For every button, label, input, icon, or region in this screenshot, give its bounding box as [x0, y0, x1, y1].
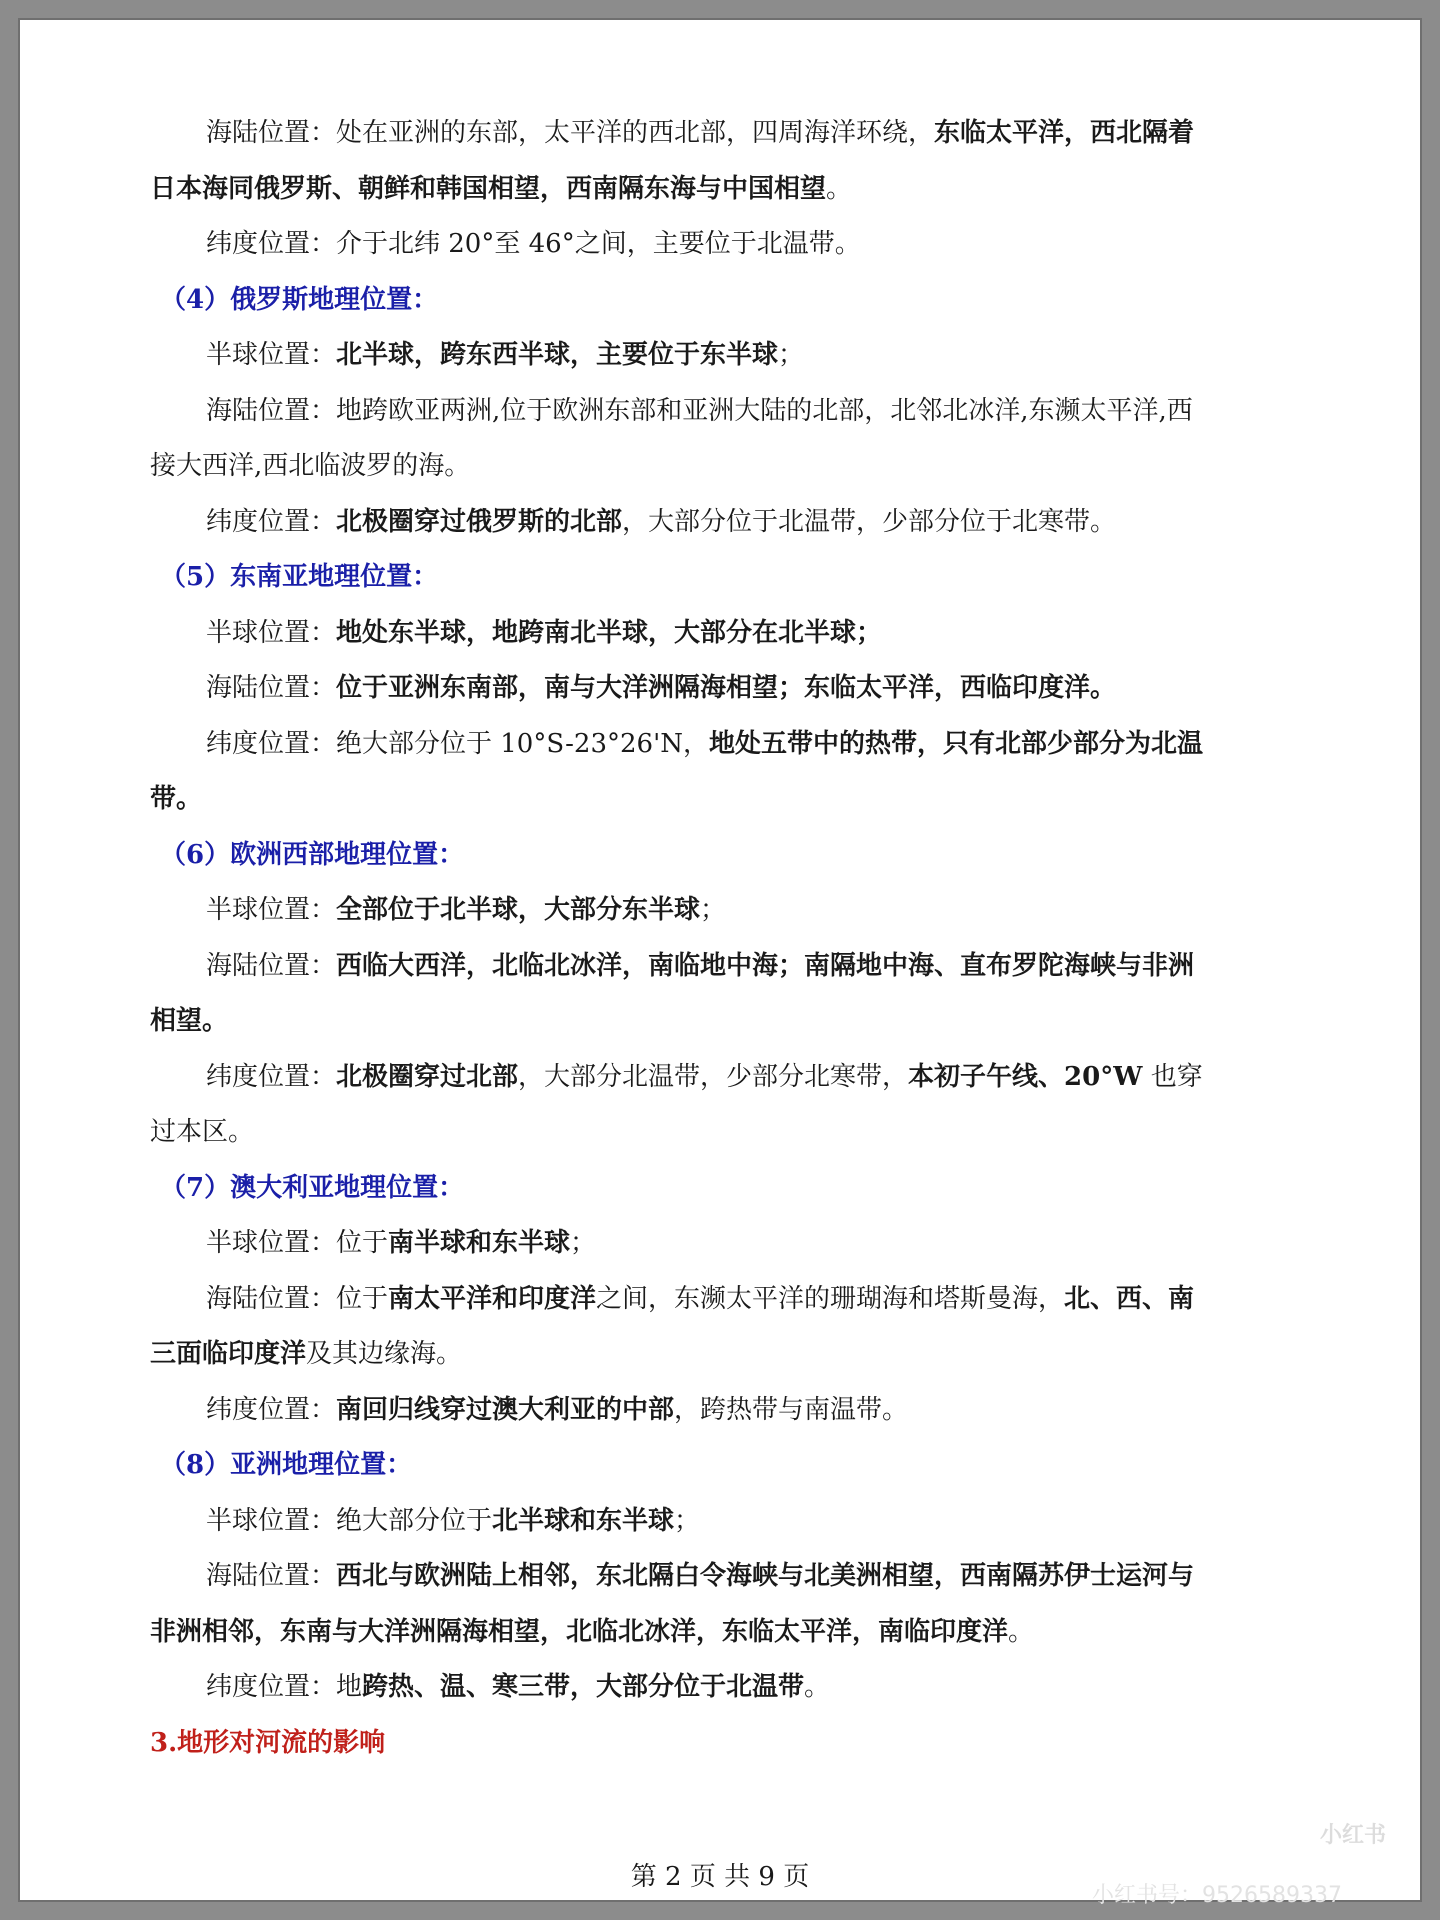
- bold-text: 位于亚洲东南部，南与大洋洲隔海相望；东临太平洋，西临印度洋。: [336, 673, 1117, 703]
- text-run: 纬度位置：: [206, 506, 337, 537]
- text-run: ，大部分位于北温带，少部分位于北寒带。: [622, 506, 1117, 537]
- section-heading: [150, 1438, 1310, 1494]
- paragraph-line: [150, 1660, 1310, 1716]
- text-run: 及其边缘海。: [306, 1339, 463, 1369]
- bold-text: 西北与欧洲陆上相邻，东北隔白令海峡与北美洲相望，西南隔苏伊士运河与: [336, 1561, 1195, 1591]
- bold-text: 地处东半球，地跨南北半球，大部分在北半球；: [336, 617, 883, 648]
- paragraph-line: [150, 384, 1310, 440]
- bold-text: 地处五带中的热带，只有北部少部分为北温: [708, 728, 1203, 759]
- chapter-heading: [150, 1716, 1310, 1772]
- text-run: （5）东南亚地理位置：: [160, 562, 439, 592]
- paragraph-line: [150, 217, 1310, 273]
- text-run: 纬度位置：地: [206, 1672, 363, 1702]
- text-run: 接大西洋,西北临波罗的海。: [150, 451, 471, 481]
- text-run: 海陆位置：: [206, 1561, 337, 1591]
- text-run: ；: [570, 1228, 597, 1258]
- bold-text: 三面临印度洋: [150, 1339, 307, 1369]
- bold-text: 日本海同俄罗斯、朝鲜和韩国相望，西南隔东海与中国相望: [150, 173, 827, 204]
- text-run: 海陆位置：地跨欧亚两洲,位于欧洲东部和亚洲大陆的北部，北邻北冰洋,东濒太平洋,西: [206, 395, 1193, 426]
- text-run: 半球位置：绝大部分位于: [206, 1505, 493, 1536]
- paragraph-line: [150, 495, 1310, 551]
- text-run: 过本区。: [150, 1117, 255, 1147]
- section-heading: [150, 1161, 1310, 1217]
- bold-text: 北半球和东半球: [492, 1505, 675, 1536]
- text-run: ；: [674, 1505, 701, 1536]
- text-run: 纬度位置：: [206, 1394, 337, 1425]
- text-run: 也穿: [1142, 1061, 1203, 1092]
- section-heading: [150, 273, 1310, 329]
- paragraph-line: [150, 328, 1310, 384]
- paragraph-line: [150, 1216, 1310, 1272]
- watermark-text: 小红书号：9526589337: [1092, 1883, 1342, 1908]
- bold-text: 北半球，跨东西半球，主要位于东半球: [336, 340, 779, 370]
- paragraph-line: [150, 772, 1310, 828]
- paragraph-line: [150, 939, 1310, 995]
- text-run: ；: [700, 895, 727, 925]
- watermark-logo: 小红书: [1320, 1823, 1387, 1848]
- bold-text: 南太平洋和印度洋: [388, 1283, 597, 1314]
- text-run: 半球位置：: [206, 895, 337, 925]
- text-run: 。: [826, 173, 853, 204]
- paragraph-line: [150, 106, 1310, 162]
- paragraph-line: [150, 439, 1310, 495]
- text-run: （6）欧洲西部地理位置：: [160, 839, 465, 870]
- paragraph-line: [150, 1605, 1310, 1661]
- paragraph-line: [150, 1105, 1310, 1161]
- text-run: 纬度位置：介于北纬 20°至 46°之间，主要位于北温带。: [206, 229, 861, 259]
- paragraph-line: [150, 162, 1310, 218]
- bold-text: 非洲相邻，东南与大洋洲隔海相望，北临北冰洋，东临太平洋，南临印度洋: [150, 1616, 1009, 1647]
- section-heading: [150, 828, 1310, 884]
- text-run: （8）亚洲地理位置：: [160, 1450, 413, 1480]
- text-run: 。: [804, 1672, 831, 1702]
- text-run: ，大部分北温带，少部分北寒带，: [518, 1061, 909, 1092]
- bold-text: 南回归线穿过澳大利亚的中部: [336, 1394, 675, 1425]
- paragraph-line: [150, 1383, 1310, 1439]
- bold-text: 带。: [150, 784, 203, 814]
- text-run: 半球位置：: [206, 617, 337, 648]
- text-run: 海陆位置：: [206, 950, 337, 981]
- bold-text: 北、西、南: [1064, 1283, 1195, 1314]
- text-run: （4）俄罗斯地理位置：: [160, 284, 439, 315]
- paragraph-line: [150, 717, 1310, 773]
- document-page: [18, 18, 1422, 1908]
- paragraph-line: [150, 994, 1310, 1050]
- paragraph-line: [150, 661, 1310, 717]
- text-run: 海陆位置：位于: [206, 1283, 389, 1314]
- text-run: 纬度位置：: [206, 1061, 337, 1092]
- text-run: （7）澳大利亚地理位置：: [160, 1172, 465, 1203]
- text-run: ，跨热带与南温带。: [674, 1394, 909, 1425]
- text-run: 海陆位置：: [206, 673, 337, 703]
- bold-text: 南半球和东半球: [388, 1228, 571, 1258]
- bold-text: 全部位于北半球，大部分东半球: [336, 895, 701, 925]
- paragraph-line: [150, 1050, 1310, 1106]
- text-run: 之间，东濒太平洋的珊瑚海和塔斯曼海，: [596, 1283, 1065, 1314]
- text-run: 纬度位置：绝大部分位于 10°S-23°26'N，: [206, 728, 709, 759]
- paragraph-line: [150, 606, 1310, 662]
- bold-text: 跨热、温、寒三带，大部分位于北温带: [362, 1672, 805, 1702]
- bold-text: 东临太平洋，西北隔着: [934, 118, 1195, 148]
- bold-text: 北极圈穿过俄罗斯的北部: [336, 506, 623, 537]
- text-run: 海陆位置：处在亚洲的东部，太平洋的西北部，四周海洋环绕，: [206, 118, 935, 148]
- bold-text: 本初子午线、20°W: [908, 1061, 1143, 1092]
- paragraph-line: [150, 1272, 1310, 1328]
- paragraph-line: [150, 1549, 1310, 1605]
- text-run: 半球位置：位于: [206, 1228, 389, 1258]
- bold-text: 西临大西洋，北临北冰洋，南临地中海；南隔地中海、直布罗陀海峡与非洲: [336, 950, 1195, 981]
- bold-text: 相望。: [150, 1006, 229, 1036]
- document-body: [150, 106, 1310, 1771]
- text-run: 。: [1008, 1616, 1035, 1647]
- paragraph-line: [150, 1327, 1310, 1383]
- bold-text: 北极圈穿过北部: [336, 1061, 519, 1092]
- paragraph-line: [150, 1494, 1310, 1550]
- text-run: 半球位置：: [206, 340, 337, 370]
- paragraph-line: [150, 883, 1310, 939]
- text-run: ；: [778, 340, 805, 370]
- section-heading: [150, 550, 1310, 606]
- page-footer: 第 2 页 共 9 页: [630, 1862, 810, 1892]
- text-run: 3.地形对河流的影响: [150, 1727, 386, 1758]
